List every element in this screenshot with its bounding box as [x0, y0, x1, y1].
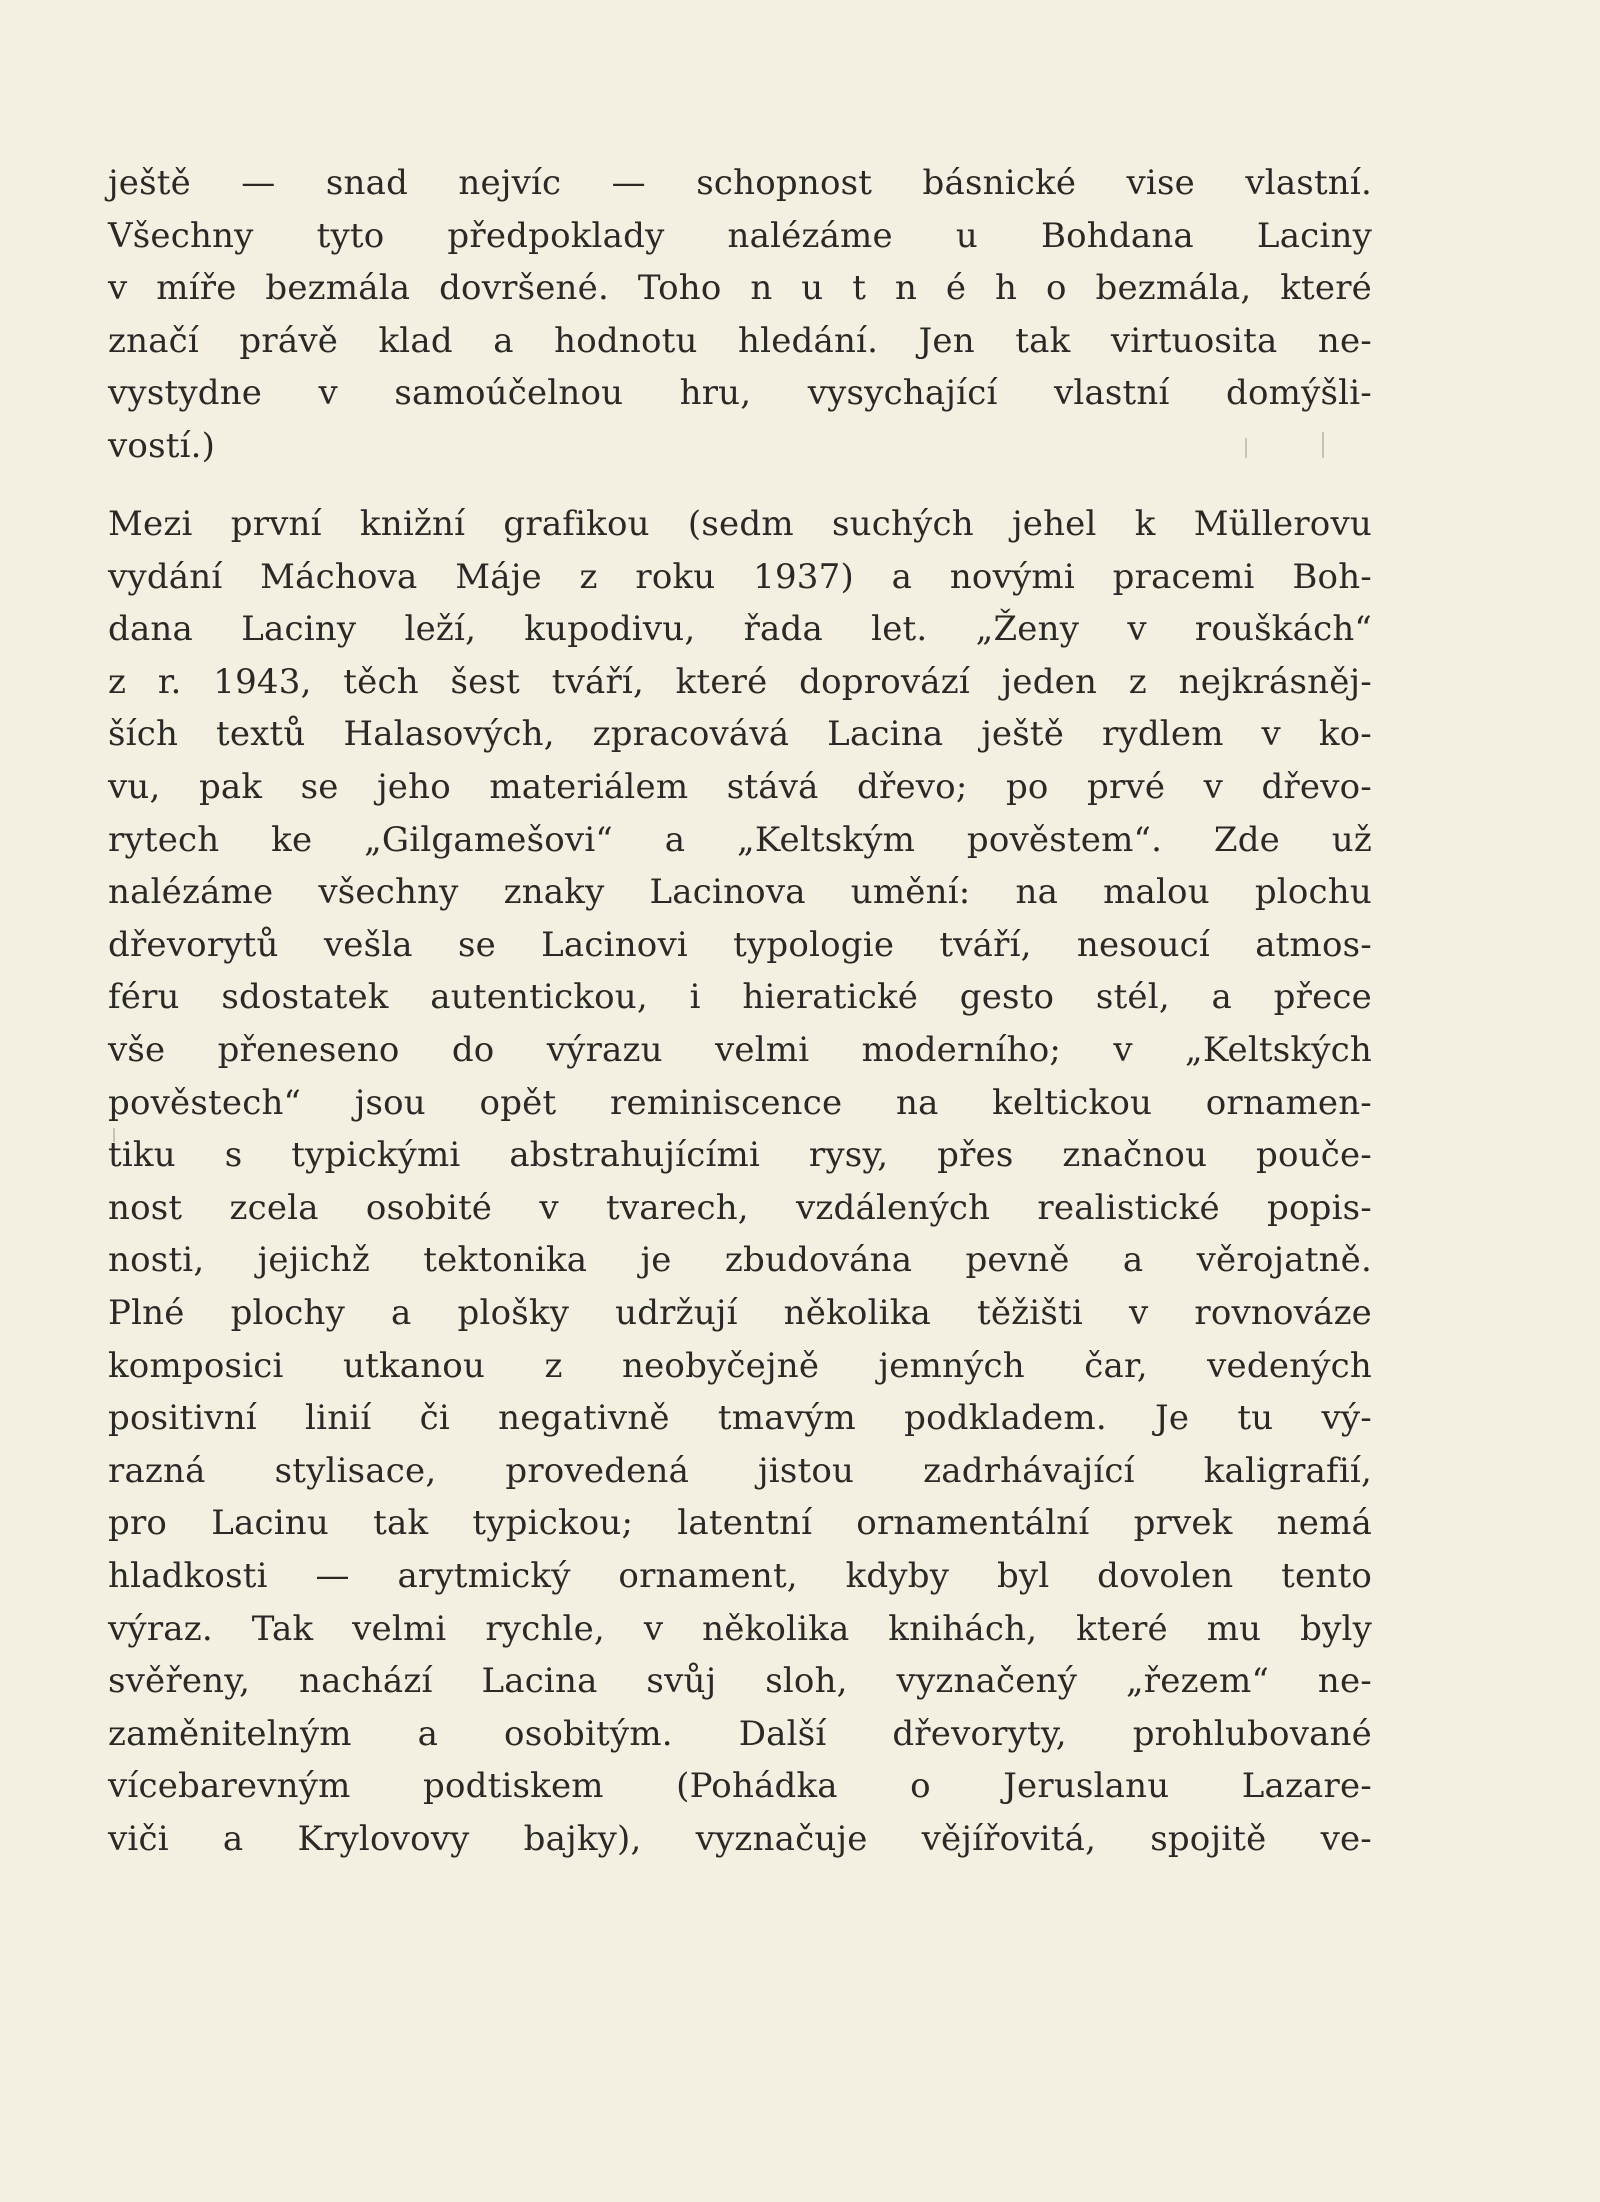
text-line: vostí.) — [108, 426, 216, 466]
text-line: vystydne v samoúčelnou hru, vysychající vlastní domýšli- — [108, 373, 1372, 413]
text-line: značí právě klad a hodnotu hledání. Jen tak virtuosita ne- — [108, 321, 1372, 361]
text-line: vu, pak se jeho materiálem stává dřevo; po prvé v dřevo- — [108, 767, 1372, 807]
text-line: hladkosti — arytmický ornament, kdyby byl dovolen tento — [108, 1556, 1372, 1596]
text-line: v míře bezmála dovršené. Toho n u t n é h o bezmála, které — [108, 268, 1372, 308]
text-line: nost zcela osobité v tvarech, vzdálených realistické popis- — [108, 1188, 1372, 1228]
text-line: vícebarevným podtiskem (Pohádka o Jeruslanu Lazare- — [108, 1766, 1372, 1806]
text-line: positivní linií či negativně tmavým podkladem. Je tu vý- — [108, 1398, 1372, 1438]
text-line: z r. 1943, těch šest tváří, které doprovází jeden z nejkrásněj- — [108, 662, 1372, 702]
text-line: Mezi první knižní grafikou (sedm suchých jehel k Müllerovu — [108, 504, 1372, 544]
text-line: Plné plochy a plošky udržují několika těžišti v rovnováze — [108, 1293, 1372, 1333]
text-line: pověstech“ jsou opět reminiscence na keltickou ornamen- — [108, 1083, 1372, 1123]
text-line: nalézáme všechny znaky Lacinova umění: na malou plochu — [108, 872, 1372, 912]
text-line: viči a Krylovovy bajky), vyznačuje vějířovitá, spojitě ve- — [108, 1819, 1372, 1859]
text-line: dřevorytů vešla se Lacinovi typologie tváří, nesoucí atmos- — [108, 925, 1372, 965]
text-line: pro Lacinu tak typickou; latentní ornamentální prvek nemá — [108, 1503, 1372, 1543]
text-line: rytech ke „Gilgamešovi“ a „Keltským pověstem“. Zde už — [108, 820, 1372, 860]
text-line: ještě — snad nejvíc — schopnost básnické vise vlastní. — [108, 163, 1372, 203]
text-line: féru sdostatek autentickou, i hieratické gesto stél, a přece — [108, 977, 1372, 1017]
text-line: svěřeny, nachází Lacina svůj sloh, vyznačený „řezem“ ne- — [108, 1661, 1372, 1701]
text-line: vše přeneseno do výrazu velmi moderního; v „Keltských — [108, 1030, 1372, 1070]
text-line: ších textů Halasových, zpracovává Lacina ještě rydlem v ko- — [108, 714, 1372, 754]
text-line: Všechny tyto předpoklady nalézáme u Bohdana Laciny — [108, 216, 1372, 256]
text-line: komposici utkanou z neobyčejně jemných čar, vedených — [108, 1346, 1372, 1386]
text-line: tiku s typickými abstrahujícími rysy, přes značnou pouče- — [108, 1135, 1372, 1175]
text-line: vydání Máchova Máje z roku 1937) a novými pracemi Boh- — [108, 557, 1372, 597]
text-line: nosti, jejichž tektonika je zbudována pevně a věrojatně. — [108, 1240, 1372, 1280]
text-line: razná stylisace, provedená jistou zadrhávající kaligrafií, — [108, 1451, 1372, 1491]
text-line: dana Laciny leží, kupodivu, řada let. „Ženy v rouškách“ — [108, 609, 1372, 649]
text-line: výraz. Tak velmi rychle, v několika knihách, které mu byly — [108, 1609, 1372, 1649]
text-line: zaměnitelným a osobitým. Další dřevoryty, prohlubované — [108, 1714, 1372, 1754]
